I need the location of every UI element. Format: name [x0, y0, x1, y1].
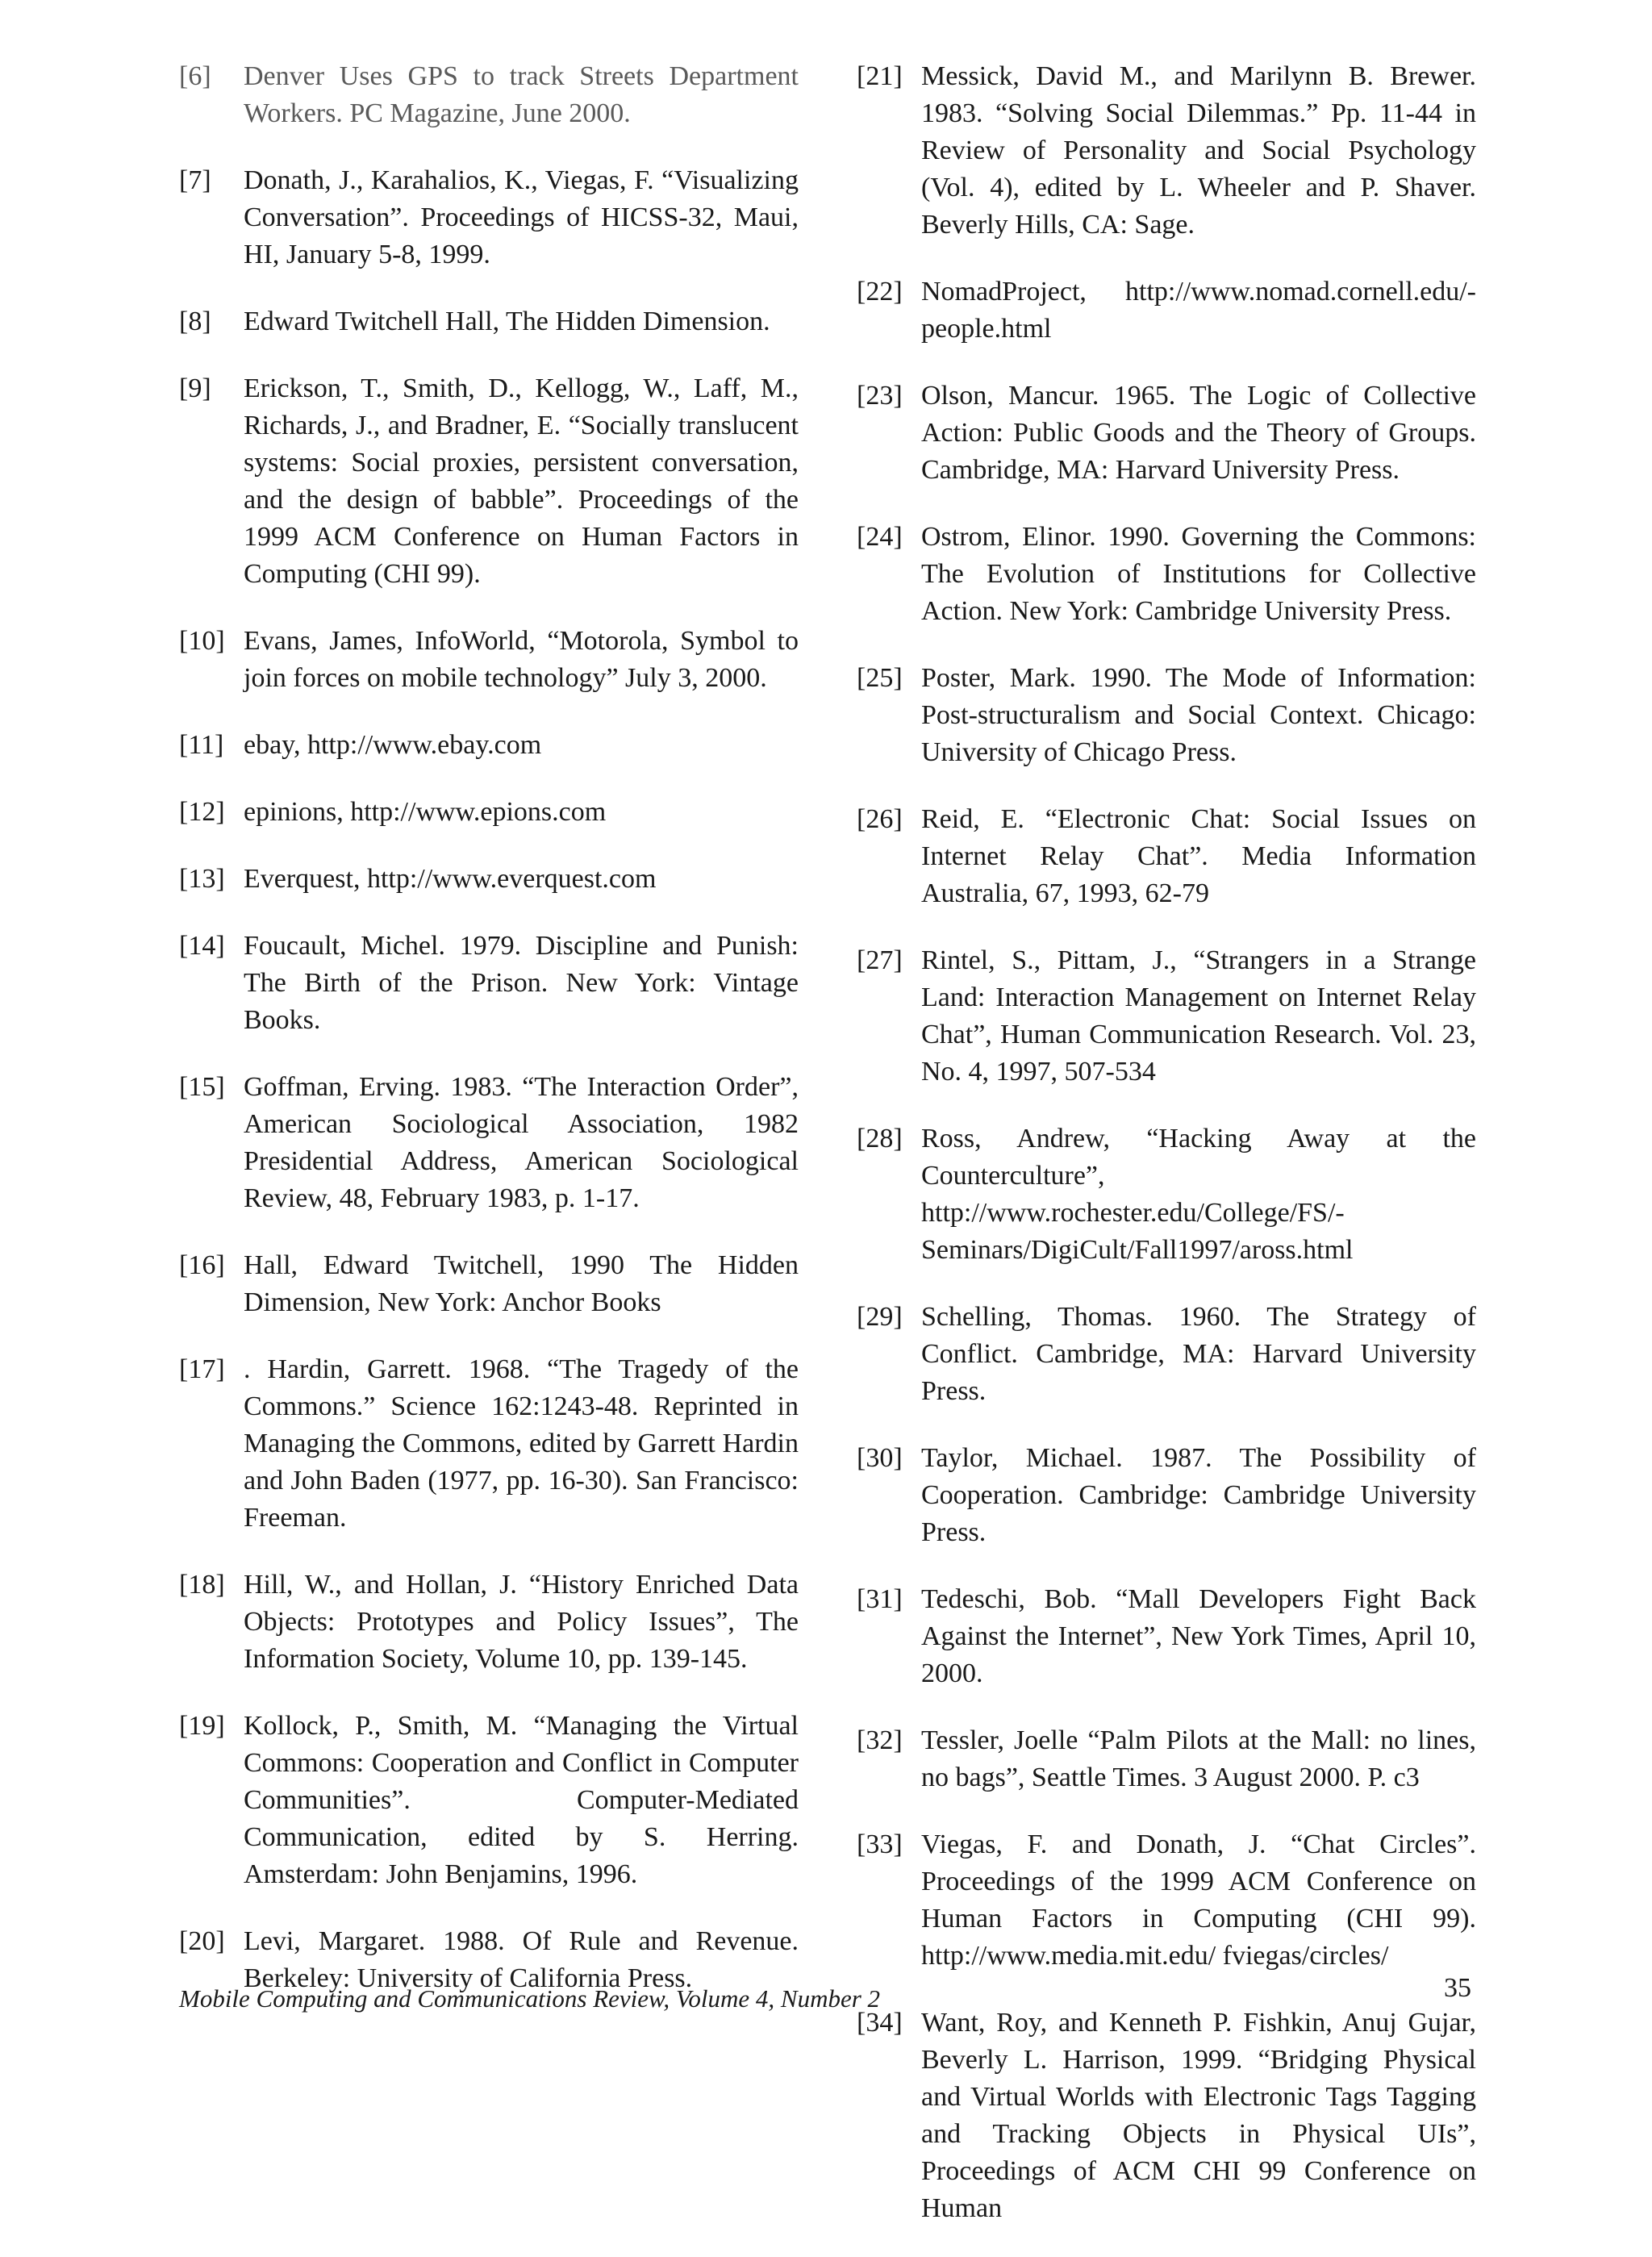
reference-text: Tessler, Joelle “Palm Pilots at the Mall: no lines, no bags”, Seattle Times. 3 August 2000. P. c3	[921, 1725, 1476, 1792]
reference-entry	[179, 162, 799, 273]
reference-text: Everquest, http://www.everquest.com	[244, 864, 657, 894]
reference-number: [7]	[179, 165, 211, 195]
reference-number: [14]	[179, 931, 225, 961]
reference-entry	[179, 1069, 799, 1217]
reference-entry	[179, 370, 799, 593]
reference-text: Want, Roy, and Kenneth P. Fishkin, Anuj Gujar, Beverly L. Harrison, 1999. “Bridging Physical and Virtual Worlds with Electronic Tags Tagging and Tracking Objects in Physical UIs”, Proceedings of ACM CHI 99 Conference on Human	[921, 2008, 1476, 2223]
reference-number: [33]	[857, 1829, 903, 1859]
reference-entry	[179, 727, 799, 764]
reference-text: Ross, Andrew, “Hacking Away at the Counterculture”, http://www.rochester.edu/College/FS/-Seminars/DigiCult/Fall1997/aross.html	[921, 1124, 1476, 1265]
reference-number: [23]	[857, 381, 903, 411]
reference-entry	[179, 861, 799, 898]
reference-entry	[179, 794, 799, 831]
reference-number: [26]	[857, 804, 903, 834]
reference-number: [22]	[857, 277, 903, 307]
reference-number: [13]	[179, 864, 225, 894]
references-right-column	[857, 58, 1476, 2257]
reference-number: [19]	[179, 1711, 225, 1741]
reference-text: Olson, Mancur. 1965. The Logic of Collective Action: Public Goods and the Theory of Groups. Cambridge, MA: Harvard University Press.	[921, 381, 1476, 485]
reference-entry	[179, 928, 799, 1039]
reference-entry	[857, 1581, 1476, 1692]
reference-text: Poster, Mark. 1990. The Mode of Information: Post-structuralism and Social Context. Chicago: University of Chicago Press.	[921, 663, 1476, 767]
reference-text: Ostrom, Elinor. 1990. Governing the Commons: The Evolution of Institutions for Collective Action. New York: Cambridge University Press.	[921, 522, 1476, 626]
reference-number: [29]	[857, 1302, 903, 1332]
reference-number: [18]	[179, 1570, 225, 1600]
reference-number: [16]	[179, 1250, 225, 1280]
reference-entry	[179, 303, 799, 340]
reference-entry	[179, 1247, 799, 1321]
references-left-column	[179, 58, 799, 2027]
reference-number: [28]	[857, 1124, 903, 1154]
reference-entry	[857, 1440, 1476, 1551]
reference-text: Hill, W., and Hollan, J. “History Enriched Data Objects: Prototypes and Policy Issues”, The Information Society, Volume 10, pp. 139-145.	[244, 1570, 799, 1674]
reference-text: Erickson, T., Smith, D., Kellogg, W., Laff, M., Richards, J., and Bradner, E. “Socially translucent systems: Social proxies, persistent conversation, and the design of babble”. Proceedings of the 1999 ACM Conference on Human Factors in Computing (CHI 99).	[244, 373, 799, 589]
reference-text: Reid, E. “Electronic Chat: Social Issues on Internet Relay Chat”. Media Information Australia, 67, 1993, 62-79	[921, 804, 1476, 908]
reference-text: Viegas, F. and Donath, J. “Chat Circles”. Proceedings of the 1999 ACM Conference on Human Factors in Computing (CHI 99). http://www.media.mit.edu/ fviegas/circles/	[921, 1829, 1476, 1971]
reference-number: [15]	[179, 1072, 225, 1102]
reference-number: [34]	[857, 2008, 903, 2038]
reference-number: [20]	[179, 1926, 225, 1956]
reference-entry	[857, 378, 1476, 489]
reference-number: [21]	[857, 61, 903, 91]
reference-number: [8]	[179, 307, 211, 336]
reference-entry	[857, 58, 1476, 244]
reference-entry	[179, 1351, 799, 1537]
reference-entry	[179, 623, 799, 697]
reference-number: [27]	[857, 945, 903, 975]
reference-entry	[857, 942, 1476, 1091]
reference-entry	[857, 519, 1476, 630]
reference-text: ebay, http://www.ebay.com	[244, 730, 542, 760]
reference-text: Kollock, P., Smith, M. “Managing the Virtual Commons: Cooperation and Conflict in Computer Communities”. Computer-Mediated Communication, edited by S. Herring. Amsterdam: John Benjamins, 1996.	[244, 1711, 799, 1889]
journal-footer: Mobile Computing and Communications Review, Volume 4, Number 2	[179, 1984, 881, 2013]
reference-text: . Hardin, Garrett. 1968. “The Tragedy of the Commons.” Science 162:1243-48. Reprinted in Managing the Commons, edited by Garrett Hardin and John Baden (1977, pp. 16-30). San Francisco: Freeman.	[244, 1354, 799, 1533]
reference-number: [32]	[857, 1725, 903, 1755]
reference-text: Evans, James, InfoWorld, “Motorola, Symbol to join forces on mobile technology” July 3, 2000.	[244, 626, 799, 693]
reference-entry	[179, 58, 799, 132]
reference-text: Rintel, S., Pittam, J., “Strangers in a Strange Land: Interaction Management on Internet Relay Chat”, Human Communication Research. Vol. 23, No. 4, 1997, 507-534	[921, 945, 1476, 1087]
reference-number: [9]	[179, 373, 211, 403]
page-number: 35	[1444, 1973, 1471, 2003]
reference-text: Foucault, Michel. 1979. Discipline and Punish: The Birth of the Prison. New York: Vintage Books.	[244, 931, 799, 1035]
reference-entry	[857, 801, 1476, 912]
reference-number: [6]	[179, 61, 211, 91]
reference-text: Edward Twitchell Hall, The Hidden Dimension.	[244, 307, 770, 336]
reference-entry	[857, 273, 1476, 348]
reference-text: epinions, http://www.epions.com	[244, 797, 607, 827]
reference-entry	[179, 1567, 799, 1678]
reference-number: [30]	[857, 1443, 903, 1473]
reference-text: Goffman, Erving. 1983. “The Interaction Order”, American Sociological Association, 1982 Presidential Address, American Sociological Review, 48, February 1983, p. 1-17.	[244, 1072, 799, 1213]
reference-text: Donath, J., Karahalios, K., Viegas, F. “Visualizing Conversation”. Proceedings of HICSS-32, Maui, HI, January 5-8, 1999.	[244, 165, 799, 269]
reference-text: Denver Uses GPS to track Streets Department Workers. PC Magazine, June 2000.	[244, 61, 799, 128]
reference-text: Levi, Margaret. 1988. Of Rule and Revenue. Berkeley: University of California Press.	[244, 1926, 799, 1993]
reference-entry	[857, 1120, 1476, 1269]
reference-entry	[857, 660, 1476, 771]
reference-entry	[857, 2005, 1476, 2227]
reference-entry	[857, 1722, 1476, 1796]
reference-text: Taylor, Michael. 1987. The Possibility of Cooperation. Cambridge: Cambridge University Press.	[921, 1443, 1476, 1547]
reference-entry	[857, 1299, 1476, 1410]
reference-number: [31]	[857, 1584, 903, 1614]
reference-number: [25]	[857, 663, 903, 693]
reference-number: [17]	[179, 1354, 225, 1384]
reference-number: [24]	[857, 522, 903, 552]
reference-text: Hall, Edward Twitchell, 1990 The Hidden Dimension, New York: Anchor Books	[244, 1250, 799, 1317]
reference-number: [12]	[179, 797, 225, 827]
reference-entry	[857, 1826, 1476, 1975]
reference-number: [10]	[179, 626, 225, 656]
reference-entry	[179, 1708, 799, 1893]
reference-number: [11]	[179, 730, 224, 760]
reference-text: Schelling, Thomas. 1960. The Strategy of Conflict. Cambridge, MA: Harvard University Press.	[921, 1302, 1476, 1406]
reference-text: NomadProject, http://www.nomad.cornell.edu/-people.html	[921, 277, 1476, 344]
reference-text: Tedeschi, Bob. “Mall Developers Fight Back Against the Internet”, New York Times, April 10, 2000.	[921, 1584, 1476, 1688]
reference-text: Messick, David M., and Marilynn B. Brewer. 1983. “Solving Social Dilemmas.” Pp. 11-44 in Review of Personality and Social Psychology (Vol. 4), edited by L. Wheeler and P. Shaver. Beverly Hills, CA: Sage.	[921, 61, 1476, 240]
